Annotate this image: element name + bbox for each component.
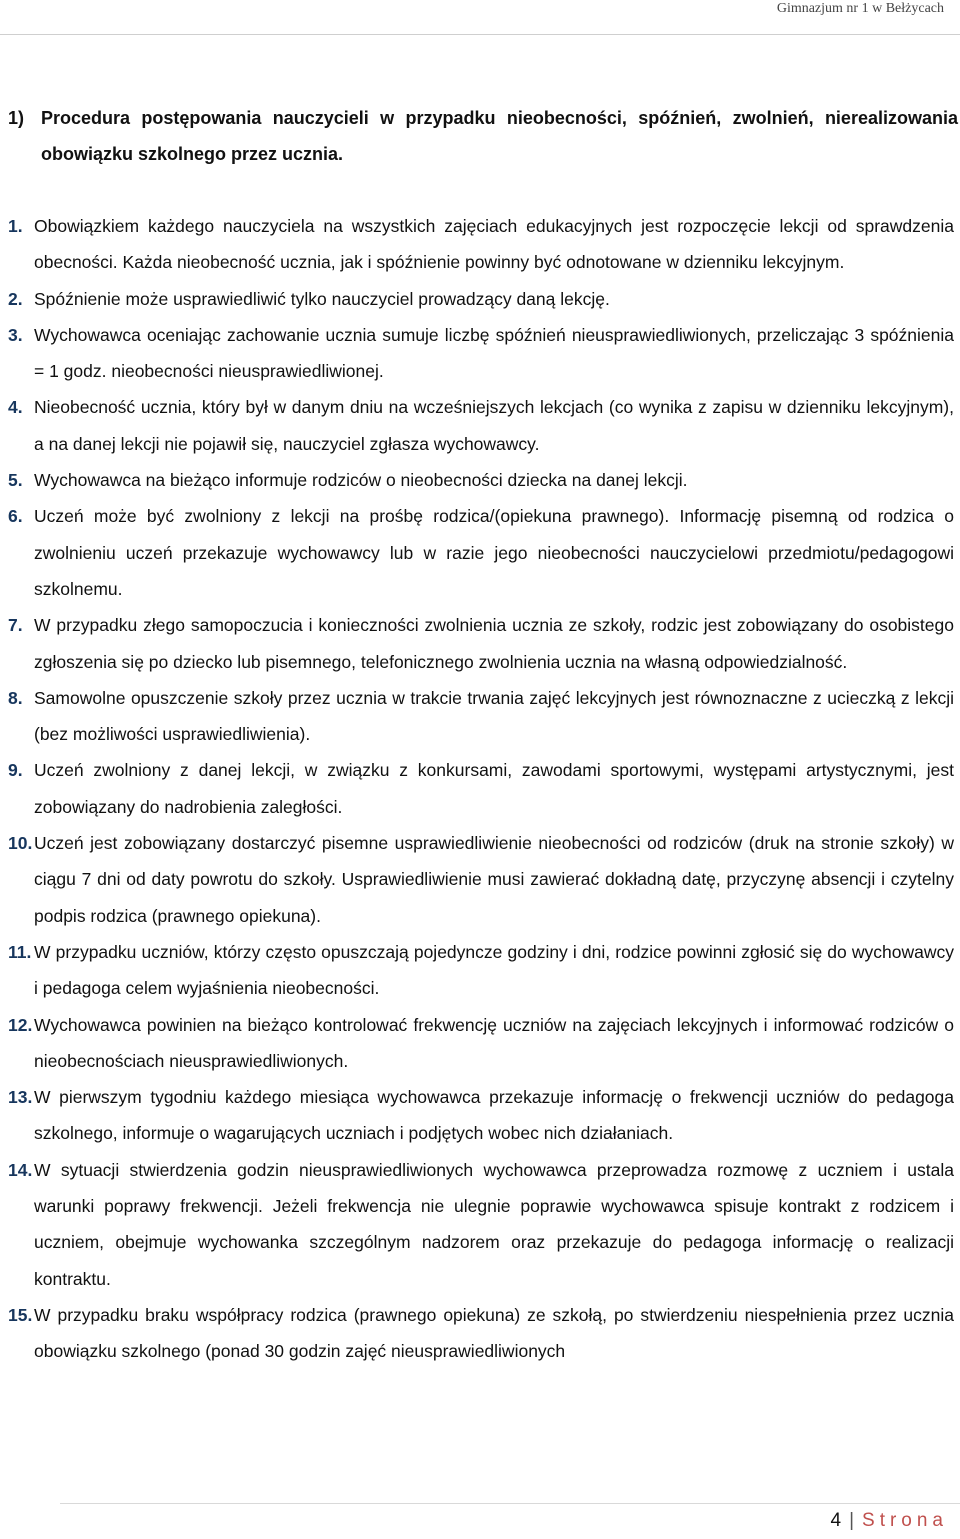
- page-label: Strona: [862, 1510, 948, 1531]
- item-number: 8.: [8, 687, 23, 708]
- item-number: 5.: [8, 470, 23, 491]
- list-item: [8, 825, 954, 934]
- item-number: 11.: [8, 941, 32, 962]
- item-number: 10.: [8, 833, 33, 854]
- section-title-text: Procedura postępowania nauczycieli w przypadku nieobecności, spóźnień, zwolnień, nierealizowania obowiązku szkolnego przez ucznia.: [41, 108, 958, 164]
- item-text: W sytuacji stwierdzenia godzin nieusprawiedliwionych wychowawca przeprowadza rozmowę z uczniem i ustala warunki poprawy frekwencji. Jeżeli frekwencja nie ulegnie poprawie wychowawca spisuje kontrakt z rodzicem i uczniem, obejmuje wychowanka szczególnym nadzorem oraz przekazuje do pedagoga informację o realizacji kontraktu.: [34, 1159, 954, 1289]
- item-number: 12.: [8, 1014, 33, 1035]
- item-number: 3.: [8, 324, 23, 345]
- item-text: Nieobecność ucznia, który był w danym dniu na wcześniejszych lekcjach (co wynika z zapisu w dzienniku lekcyjnym), a na danej lekcji nie pojawił się, nauczyciel zgłasza wychowawcy.: [34, 397, 954, 454]
- section-title: [8, 100, 958, 172]
- header-title: Gimnazjum nr 1 w Bełżycach: [776, 1, 944, 16]
- list-item: [8, 498, 954, 607]
- page-header: [0, 0, 960, 35]
- item-number: 15.: [8, 1304, 33, 1325]
- item-text: W przypadku braku współpracy rodzica (prawnego opiekuna) ze szkołą, po stwierdzeniu niespełnienia przez ucznia obowiązku szkolnego (ponad 30 godzin zajęć nieusprawiedliwionych: [34, 1304, 954, 1362]
- item-text: Uczeń zwolniony z danej lekcji, w związku z konkursami, zawodami sportowymi, występami artystycznymi, jest zobowiązany do nadrobienia zaległości.: [34, 760, 954, 817]
- footer-divider: [60, 1503, 960, 1504]
- item-text: Samowolne opuszczenie szkoły przez ucznia w trakcie trwania zajęć lekcyjnych jest równoznaczne z ucieczką z lekcji (bez możliwości usprawiedliwienia).: [34, 687, 954, 745]
- list-item: [8, 317, 954, 390]
- item-number: 2.: [8, 288, 23, 309]
- list-item: [8, 1007, 954, 1080]
- item-number: 4.: [8, 397, 23, 418]
- item-text: Spóźnienie może usprawiedliwić tylko nauczyciel prowadzący daną lekcję.: [34, 288, 610, 309]
- item-text: W pierwszym tygodniu każdego miesiąca wychowawca przekazuje informację o frekwencji uczniów do pedagoga szkolnego, informuje o wagarujących uczniach i podjętych wobec nich działaniach.: [34, 1087, 954, 1144]
- item-text: Wychowawca powinien na bieżąco kontrolować frekwencję uczniów na zajęciach lekcyjnych i informować rodziców o nieobecnościach nieusprawiedliwionych.: [34, 1014, 954, 1071]
- item-text: Wychowawca oceniając zachowanie ucznia sumuje liczbę spóźnień nieusprawiedliwionych, przeliczając 3 spóźnienia = 1 godz. nieobecności nieusprawiedliwionej.: [34, 324, 954, 382]
- item-text: Wychowawca na bieżąco informuje rodziców o nieobecności dziecka na danej lekcji.: [34, 470, 688, 491]
- list-item: [8, 752, 954, 825]
- item-text: W przypadku uczniów, którzy często opuszczają pojedyncze godziny i dni, rodzice powinni zgłosić się do wychowawcy i pedagoga celem wyjaśnienia nieobecności.: [34, 941, 954, 999]
- item-number: 9.: [8, 760, 23, 781]
- item-text: Uczeń jest zobowiązany dostarczyć pisemne usprawiedliwienie nieobecności od rodziców (druk na stronie szkoły) w ciągu 7 dni od daty powrotu do szkoły. Usprawiedliwienie musi zawierać dokładną datę, przyczynę absencji i czytelny podpis rodzica (prawnego opiekuna).: [34, 833, 954, 926]
- list-item: [8, 208, 954, 281]
- list-item: [8, 607, 954, 680]
- list-item: [8, 934, 954, 1007]
- list-item: [8, 1079, 954, 1152]
- item-number: 7.: [8, 615, 23, 636]
- item-text: Obowiązkiem każdego nauczyciela na wszystkich zajęciach edukacyjnych jest rozpoczęcie lekcji od sprawdzenia obecności. Każda nieobecność ucznia, jak i spóźnienie powinny być odnotowane w dzienniku lekcyjnym.: [34, 216, 954, 273]
- list-item: [8, 680, 954, 753]
- item-text: W przypadku złego samopoczucia i konieczności zwolnienia ucznia ze szkoły, rodzic jest zobowiązany do osobistego zgłoszenia się po dziecko lub pisemnego, telefonicznego zwolnienia ucznia na własną odpowiedzialność.: [34, 615, 954, 672]
- item-number: 1.: [8, 216, 23, 236]
- procedure-list: [8, 208, 954, 1370]
- item-text: Uczeń może być zwolniony z lekcji na prośbę rodzica/(opiekuna prawnego). Informację pisemną od rodzica o zwolnieniu uczeń przekazuje wychowawcy lub w razie jego nieobecności nauczycielowi przedmiotu/pedagogowi szkolnemu.: [34, 506, 954, 599]
- item-number: 6.: [8, 506, 23, 527]
- item-number: 14.: [8, 1159, 33, 1180]
- section-number: 1): [8, 108, 25, 128]
- list-item: [8, 1152, 954, 1297]
- list-item: [8, 1297, 954, 1370]
- list-item: [8, 389, 954, 462]
- list-item: [8, 281, 954, 317]
- list-item: [8, 462, 954, 498]
- page-number: 4: [830, 1510, 842, 1531]
- page-footer: [831, 1510, 949, 1532]
- item-number: 13.: [8, 1087, 33, 1108]
- footer-separator: |: [849, 1510, 855, 1531]
